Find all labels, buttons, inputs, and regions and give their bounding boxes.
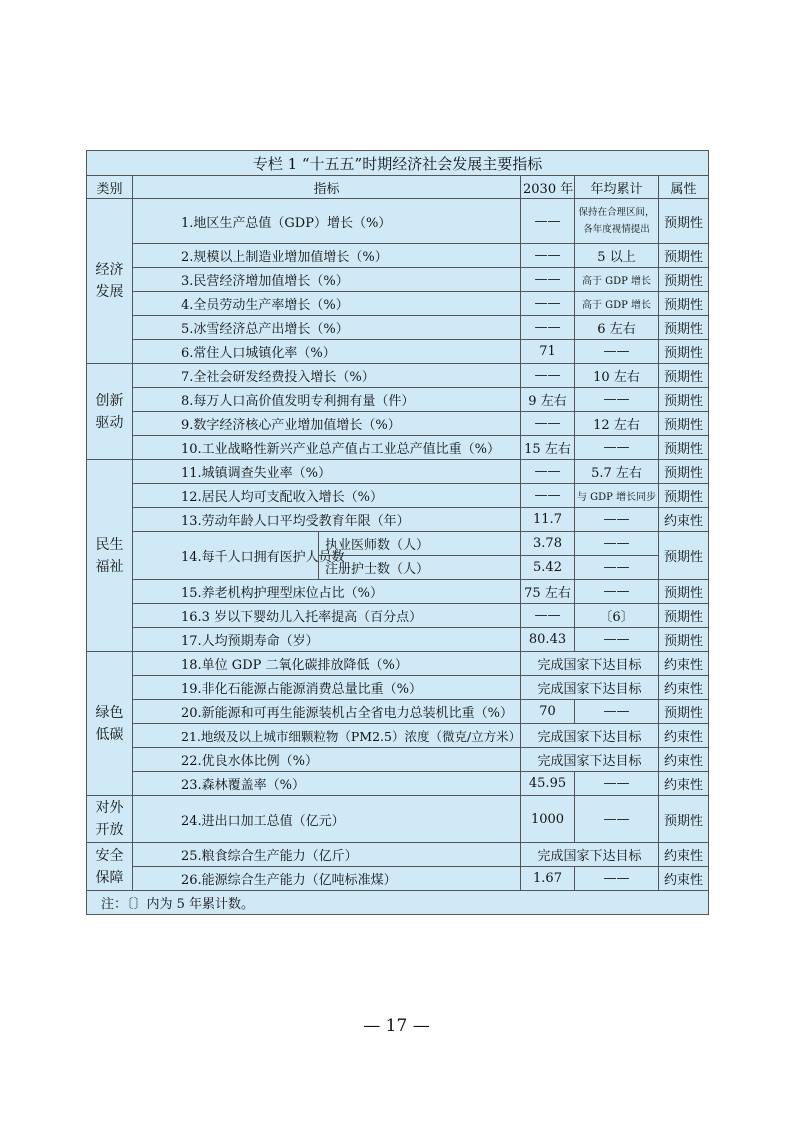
value-annual: —— [575, 556, 659, 580]
value-annual: —— [575, 436, 659, 460]
page-number: — 17 — [363, 1016, 430, 1036]
indicator-cell: 7.全社会研发经费投入增长（%） [133, 364, 521, 388]
value-annual: —— [575, 580, 659, 604]
value-2030: —— [521, 412, 575, 436]
indicator-cell: 6.常住人口城镇化率（%） [133, 340, 521, 364]
indicator-cell: 2.规模以上制造业增加值增长（%） [133, 244, 521, 268]
value-2030: —— [521, 199, 575, 244]
value-2030: 71 [521, 340, 575, 364]
table-row [87, 604, 709, 628]
value-2030: 5.42 [521, 556, 575, 580]
value-2030: —— [521, 244, 575, 268]
header-category: 类别 [87, 176, 133, 199]
merged-target-cell: 完成国家下达目标 [521, 652, 659, 676]
indicator-cell: 13.劳动年龄人口平均受教育年限（年） [133, 508, 521, 532]
indicator-cell: 17.人均预期寿命（岁） [133, 628, 521, 652]
indicator-cell: 8.每万人口高价值发明专利拥有量（件） [133, 388, 521, 412]
attribute-cell: 预期性 [659, 412, 709, 436]
indicator-cell: 16.3 岁以下婴幼儿入托率提高（百分点） [133, 604, 521, 628]
value-annual: 10 左右 [575, 364, 659, 388]
table-row [87, 436, 709, 460]
indicator-cell: 15.养老机构护理型床位占比（%） [133, 580, 521, 604]
table-row [87, 676, 709, 700]
indicator-table-wrapper [86, 150, 708, 915]
indicator-table [86, 150, 709, 915]
value-annual: —— [575, 796, 659, 843]
value-2030: —— [521, 292, 575, 316]
value-annual: —— [575, 508, 659, 532]
table-note: 注：〔〕内为 5 年累计数。 [87, 891, 709, 915]
value-annual: 高于 GDP 增长 [575, 292, 659, 316]
attribute-cell: 约束性 [659, 867, 709, 891]
indicator-cell: 25.粮食综合生产能力（亿斤） [133, 843, 521, 867]
category-innovation: 创新驱动 [87, 364, 133, 460]
value-2030: —— [521, 364, 575, 388]
value-annual: 保持在合理区间，各年度视情提出 [575, 199, 659, 244]
attribute-cell: 预期性 [659, 244, 709, 268]
merged-target-cell: 完成国家下达目标 [521, 748, 659, 772]
attribute-cell: 约束性 [659, 772, 709, 796]
indicator-cell: 22.优良水体比例（%） [133, 748, 521, 772]
sub-indicator-nurses: 注册护士数（人） [319, 556, 521, 580]
attribute-cell: 约束性 [659, 724, 709, 748]
value-2030: 1.67 [521, 867, 575, 891]
attribute-cell: 约束性 [659, 748, 709, 772]
table-row [87, 316, 709, 340]
value-2030: 9 左右 [521, 388, 575, 412]
table-row [87, 843, 709, 867]
table-row [87, 340, 709, 364]
table-row [87, 244, 709, 268]
attribute-cell: 预期性 [659, 628, 709, 652]
value-annual: 5 以上 [575, 244, 659, 268]
table-row [87, 292, 709, 316]
value-2030: 80.43 [521, 628, 575, 652]
indicator-cell: 21.地级及以上城市细颗粒物（PM2.5）浓度（微克/立方米） [133, 724, 521, 748]
value-annual: —— [575, 532, 659, 556]
table-row [87, 268, 709, 292]
value-2030: 11.7 [521, 508, 575, 532]
indicator-cell: 1.地区生产总值（GDP）增长（%） [133, 199, 521, 244]
table-row [87, 700, 709, 724]
table-row [87, 199, 709, 244]
attribute-cell: 预期性 [659, 340, 709, 364]
attribute-cell: 约束性 [659, 843, 709, 867]
indicator-cell: 19.非化石能源占能源消费总量比重（%） [133, 676, 521, 700]
attribute-cell: 预期性 [659, 580, 709, 604]
table-row [87, 412, 709, 436]
table-row [87, 364, 709, 388]
attribute-cell: 预期性 [659, 796, 709, 843]
table-title: 专栏 1 “十五五”时期经济社会发展主要指标 [87, 151, 709, 176]
category-green: 绿色低碳 [87, 652, 133, 796]
attribute-cell: 预期性 [659, 436, 709, 460]
header-attribute: 属性 [659, 176, 709, 199]
indicator-cell: 20.新能源和可再生能源装机占全省电力总装机比重（%） [133, 700, 521, 724]
indicator-cell: 10.工业战略性新兴产业总产值占工业总产值比重（%） [133, 436, 521, 460]
table-row [87, 772, 709, 796]
value-annual: —— [575, 340, 659, 364]
category-security: 安全保障 [87, 843, 133, 891]
table-row [87, 388, 709, 412]
table-row [87, 724, 709, 748]
value-2030: 15 左右 [521, 436, 575, 460]
value-2030: 70 [521, 700, 575, 724]
attribute-cell: 预期性 [659, 388, 709, 412]
category-welfare: 民生福祉 [87, 460, 133, 652]
indicator-cell: 26.能源综合生产能力（亿吨标准煤） [133, 867, 521, 891]
attribute-cell: 约束性 [659, 676, 709, 700]
category-open: 对外开放 [87, 796, 133, 843]
indicator-cell: 23.森林覆盖率（%） [133, 772, 521, 796]
table-row [87, 796, 709, 843]
value-annual: 6 左右 [575, 316, 659, 340]
attribute-cell: 约束性 [659, 652, 709, 676]
merged-target-cell: 完成国家下达目标 [521, 843, 659, 867]
merged-target-cell: 完成国家下达目标 [521, 676, 659, 700]
table-row [87, 580, 709, 604]
indicator-cell: 5.冰雪经济总产出增长（%） [133, 316, 521, 340]
table-row [87, 532, 709, 556]
category-economy: 经济发展 [87, 199, 133, 364]
value-2030: 3.78 [521, 532, 575, 556]
indicator-cell: 24.进出口加工总值（亿元） [133, 796, 521, 843]
attribute-cell: 预期性 [659, 364, 709, 388]
value-annual: —— [575, 388, 659, 412]
value-annual: 与 GDP 增长同步 [575, 484, 659, 508]
value-2030: —— [521, 604, 575, 628]
value-annual: 5.7 左右 [575, 460, 659, 484]
attribute-cell: 预期性 [659, 316, 709, 340]
table-row [87, 460, 709, 484]
merged-target-cell: 完成国家下达目标 [521, 724, 659, 748]
indicator-cell: 11.城镇调查失业率（%） [133, 460, 521, 484]
attribute-cell: 预期性 [659, 292, 709, 316]
value-annual: —— [575, 628, 659, 652]
indicator-cell: 3.民营经济增加值增长（%） [133, 268, 521, 292]
attribute-cell: 预期性 [659, 604, 709, 628]
value-annual: —— [575, 772, 659, 796]
table-row [87, 508, 709, 532]
value-annual: —— [575, 700, 659, 724]
value-2030: —— [521, 484, 575, 508]
indicator-cell: 9.数字经济核心产业增加值增长（%） [133, 412, 521, 436]
header-row [87, 176, 709, 199]
attribute-cell: 约束性 [659, 508, 709, 532]
attribute-cell: 预期性 [659, 460, 709, 484]
value-2030: —— [521, 268, 575, 292]
value-2030: 45.95 [521, 772, 575, 796]
sub-indicator-doctors: 执业医师数（人） [319, 532, 521, 556]
value-annual: —— [575, 867, 659, 891]
header-annual: 年均累计 [575, 176, 659, 199]
attribute-cell: 预期性 [659, 484, 709, 508]
indicator-cell: 18.单位 GDP 二氧化碳排放降低（%） [133, 652, 521, 676]
header-2030: 2030 年 [521, 176, 575, 199]
table-row [87, 628, 709, 652]
table-row [87, 484, 709, 508]
value-2030: —— [521, 460, 575, 484]
table-row [87, 652, 709, 676]
attribute-cell: 预期性 [659, 268, 709, 292]
header-indicator: 指标 [133, 176, 521, 199]
value-2030: 1000 [521, 796, 575, 843]
table-row [87, 867, 709, 891]
value-2030: 75 左右 [521, 580, 575, 604]
value-annual: 12 左右 [575, 412, 659, 436]
note-row [87, 891, 709, 915]
indicator-cell: 14.每千人口拥有医护人员数 [133, 532, 319, 580]
indicator-cell: 12.居民人均可支配收入增长（%） [133, 484, 521, 508]
value-annual: 高于 GDP 增长 [575, 268, 659, 292]
attribute-cell: 预期性 [659, 532, 709, 580]
attribute-cell: 预期性 [659, 700, 709, 724]
attribute-cell: 预期性 [659, 199, 709, 244]
table-row [87, 748, 709, 772]
value-2030: —— [521, 316, 575, 340]
indicator-cell: 4.全员劳动生产率增长（%） [133, 292, 521, 316]
value-annual: 〔6〕 [575, 604, 659, 628]
